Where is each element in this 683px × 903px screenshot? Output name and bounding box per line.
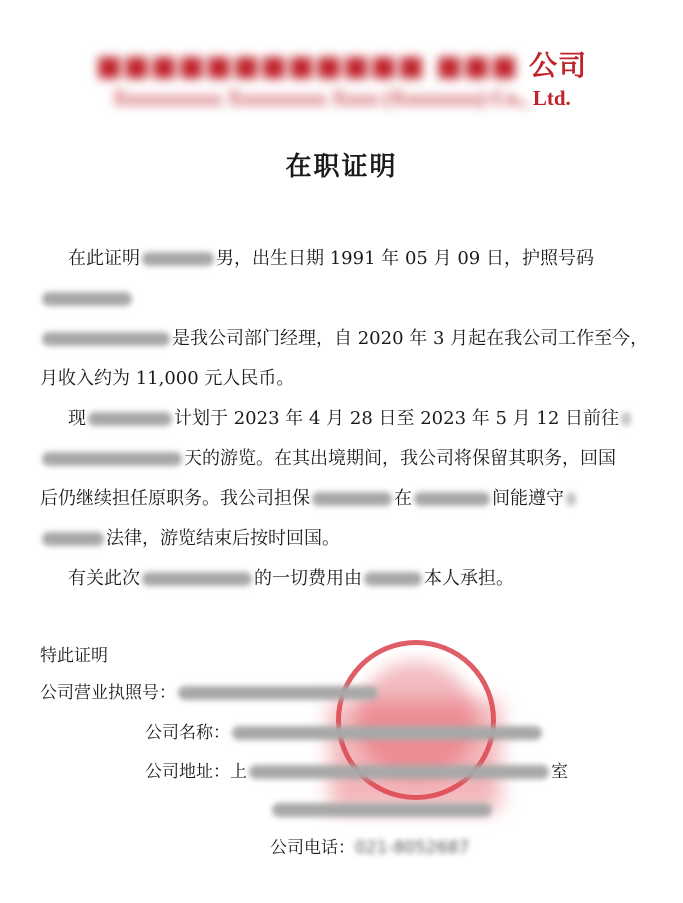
redacted-license-number <box>178 686 378 700</box>
company-name-row <box>145 721 544 745</box>
license-label: 公司营业执照号： <box>40 683 176 703</box>
p3-line3-mid: 在 <box>394 488 412 509</box>
redacted-name-3 <box>88 412 172 426</box>
address-start: 上 <box>230 762 247 782</box>
redacted-trip <box>142 572 252 586</box>
p4-prefix: 有关此次 <box>68 568 140 589</box>
seal-redaction-block <box>330 700 500 810</box>
company-phone-label: 公司电话： <box>270 838 355 858</box>
p3-line3-text: 后仍继续担任原职务。我公司担保 <box>40 488 310 509</box>
paragraph-4-line-1 <box>68 566 514 592</box>
company-name-en-header <box>0 86 683 111</box>
company-address-row <box>145 760 568 784</box>
p1-text: 男，出生日期 1991 年 05 月 09 日，护照号码 <box>216 248 594 269</box>
redacted-name <box>142 252 214 266</box>
paragraph-1-line-1 <box>68 246 594 272</box>
address-suffix: 室 <box>551 762 568 782</box>
p2-text: 是我公司部门经理，自 2020 年 3 月起在我公司工作至今， <box>172 328 649 349</box>
redacted-address <box>249 765 549 779</box>
company-phone-value: 021-8052687 <box>355 838 470 858</box>
p3-line4-text: 法律，游览结束后按时回国。 <box>106 528 340 549</box>
redacted-country-2 <box>42 532 104 546</box>
company-phone-row <box>270 836 469 860</box>
redacted-company-name-en: Xxxxxxxxxx Xxxxxxxxx Xxxx (Xxxxxxxx) Co., <box>112 86 528 110</box>
redacted-company-name-cn: ■■■■■■■■■■■■ ■■■ <box>95 49 519 82</box>
paragraph-2-line-1 <box>40 326 648 352</box>
p4-end: 本人承担。 <box>424 568 514 589</box>
license-number-row <box>40 681 380 705</box>
company-address-label: 公司地址： <box>145 762 230 782</box>
p3-prefix: 现 <box>68 408 86 429</box>
redacted-address-2 <box>272 803 492 817</box>
company-name-cn-header <box>0 44 683 84</box>
company-name-label: 公司名称： <box>145 723 230 743</box>
p3-line2-text: 天的游览。在其出境期间，我公司将保留其职务，回国 <box>184 448 616 469</box>
p1-prefix: 在此证明 <box>68 248 140 269</box>
redacted-name-4 <box>312 492 392 506</box>
paragraph-3-line-4 <box>40 526 340 552</box>
redacted-period <box>414 492 490 506</box>
redacted-name-5 <box>364 572 422 586</box>
paragraph-3-line-3 <box>40 486 578 512</box>
paragraph-1-line-2 <box>40 286 134 312</box>
redacted-company-name <box>232 726 542 740</box>
paragraph-3-line-1 <box>68 406 633 432</box>
p4-mid: 的一切费用由 <box>254 568 362 589</box>
certify-text: 特此证明 <box>40 646 108 666</box>
redacted-destination-1 <box>621 412 631 426</box>
p3-line3-end: 间能遵守 <box>492 488 564 509</box>
paragraph-3-line-2 <box>40 446 616 472</box>
redacted-country <box>566 492 576 506</box>
p3-text: 计划于 2023 年 4 月 28 日至 2023 年 5 月 12 日前往 <box>174 408 619 429</box>
company-en-suffix: Ltd. <box>532 86 571 110</box>
document-title: 在职证明 <box>285 152 398 182</box>
company-address-row-2 <box>270 798 494 822</box>
company-cn-suffix: 公司 <box>529 49 588 82</box>
redacted-destination-2 <box>42 452 182 466</box>
redacted-name-2 <box>42 332 170 346</box>
paragraph-2-line-2: 月收入约为 11,000 元人民币。 <box>40 368 295 389</box>
redacted-passport-number <box>42 292 132 306</box>
